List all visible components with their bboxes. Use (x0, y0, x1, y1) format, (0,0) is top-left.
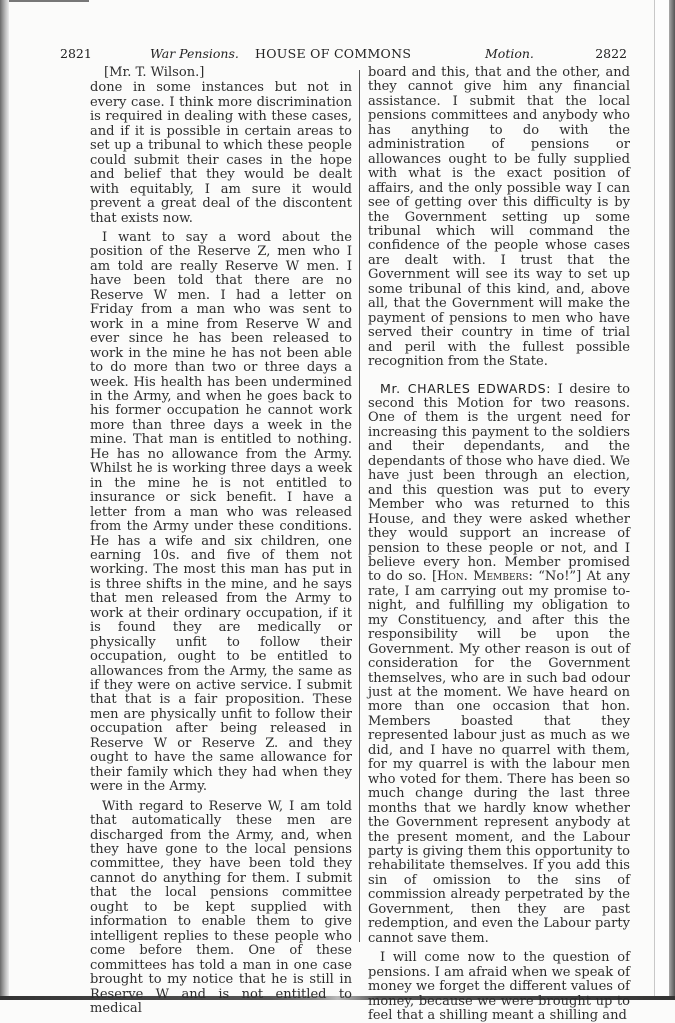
interjection-text: : “No!”] (528, 569, 582, 585)
left-column (90, 66, 352, 1016)
paragraph: done in some instances but not in every case. I think more discrimination is required in dealing with these cases, and if it is possible in certain areas to set up a tribunal to which these people could submit their cases in the hope and belief that they would be dealt with equitably, I am sure it would prevent a great deal of the discontent that exists now. (90, 80, 352, 226)
right-running-subject: Motion. (485, 46, 534, 61)
running-title: HOUSE OF COMMONS (255, 46, 412, 61)
paragraph: With regard to Reserve W, I am told that automatically these men are discharged from the Army, and, when they have gone to the local pensions committee, they have been told they cannot do anything for them. I submit that the local pensions committee ought to be kept supplied with information to enable them to give intelligent replies to these people who come before them. One of these committees has told a man in one case brought to my notice that he is still in Reserve W and is not entitled to medical (90, 798, 352, 1016)
scan-top-edge (9, 0, 89, 2)
paragraph: board and this, that and the other, and they cannot give him any financial assistance. I submit that the local pensions committees and anybody who has anything to do with the administration of pensions or allowances ought to be fully supplied with what is the exact position of affairs, and the only possible way I can see of getting over this difficulty is by the Government setting up some tribunal which will command the confidence of the people whose cases are dealt with. I trust that the Government will see its way to set up some tribunal of this kind, and, above all, that the Government will make the payment of pensions to men who have served their country in time of trial and peril with the fullest possible recognition from the State. (368, 65, 630, 370)
running-header (60, 46, 627, 66)
interjection (432, 569, 581, 584)
scan-binding-edge (0, 0, 9, 1000)
interjection-bracket: [ (431, 569, 438, 585)
left-page-number: 2821 (60, 46, 92, 61)
right-column (368, 66, 630, 1023)
speech-paragraph (368, 382, 630, 947)
speech-text: I desire to second this Motion for two reasons. One of them is the urgent need for increasing this payment to the soldiers and their dependants, and the dependants of those who have died. We have just been through an election, and this question was put to every Member who was returned to this House, and they were asked whether they would support an increase of pension to these people or not, and I believe every hon. Member promised to do so. (368, 381, 631, 585)
speaker-continuation-label: [Mr. T. Wilson.] (104, 65, 205, 80)
interjection-speaker: Hon. Members (437, 569, 529, 585)
left-running-subject: War Pensions. (150, 46, 239, 61)
scan-right-edge (654, 0, 675, 1000)
column-divider (359, 70, 360, 942)
speaker-name: Mr. CHARLES EDWARDS: (380, 380, 552, 396)
paragraph: I will come now to the question of pensions. I am afraid when we speak of money we forget the different values of money, because we were brought up to feel that a shilling meant a shilling and (368, 950, 630, 1023)
speech-text: At any rate, I am carrying out my promise to-night, and fulfilling my obligation to my Constituency, and after this the responsibility will be upon the Government. My other reason is out of consideration for the Government themselves, who are in such bad odour just at the moment. We have heard on more than one occasion that hon. Members boasted that they represented labour just as much as we did, and I have no quarrel with them, for my quarrel is with the labour men who voted for them. There has been so much change during the last three months that we hardly know whether the Government represent anybody at the present moment, and the Labour party is giving them this opportunity to rehabilitate themselves. If you add this sin of omission to the sins of commission already perpetrated by the Government, then they are past redemption, and even the Labour party cannot save them. (368, 569, 630, 946)
right-page-number: 2822 (595, 46, 627, 61)
paragraph: I want to say a word about the position of the Reserve Z, men who I am told are really Reserve W men. I have been told that there are no Reserve W men. I had a letter on Friday from a man who was sent to work in a mine from Reserve W and ever since he has been released to work in the mine he has not been able to do more than two or three days a week. His health has been undermined in the Army, and when he goes back to his former occupation he cannot work more than three days a week in the mine. That man is entitled to nothing. He has no allowance from the Army. Whilst he is working three days a week in the mine he is not entitled to insurance or sick benefit. I have a letter from a man who was released from the Army under these conditions. He has a wife and six children, one earning 10s. and five of them not working. The most this man has put in is three shifts in the mine, and he says that men released from the Army to work at their ordinary occupation, if it is found they are medically or physically unfit to follow their occupation, ought to be entitled to allowances from the Army, the same as if they were on active service. I submit that that is a fair proposition. These men are physically unfit to follow their occupation after being released in Reserve W or Reserve Z. and they ought to have the same allowance for their family which they had when they were in the Army. (90, 229, 352, 795)
